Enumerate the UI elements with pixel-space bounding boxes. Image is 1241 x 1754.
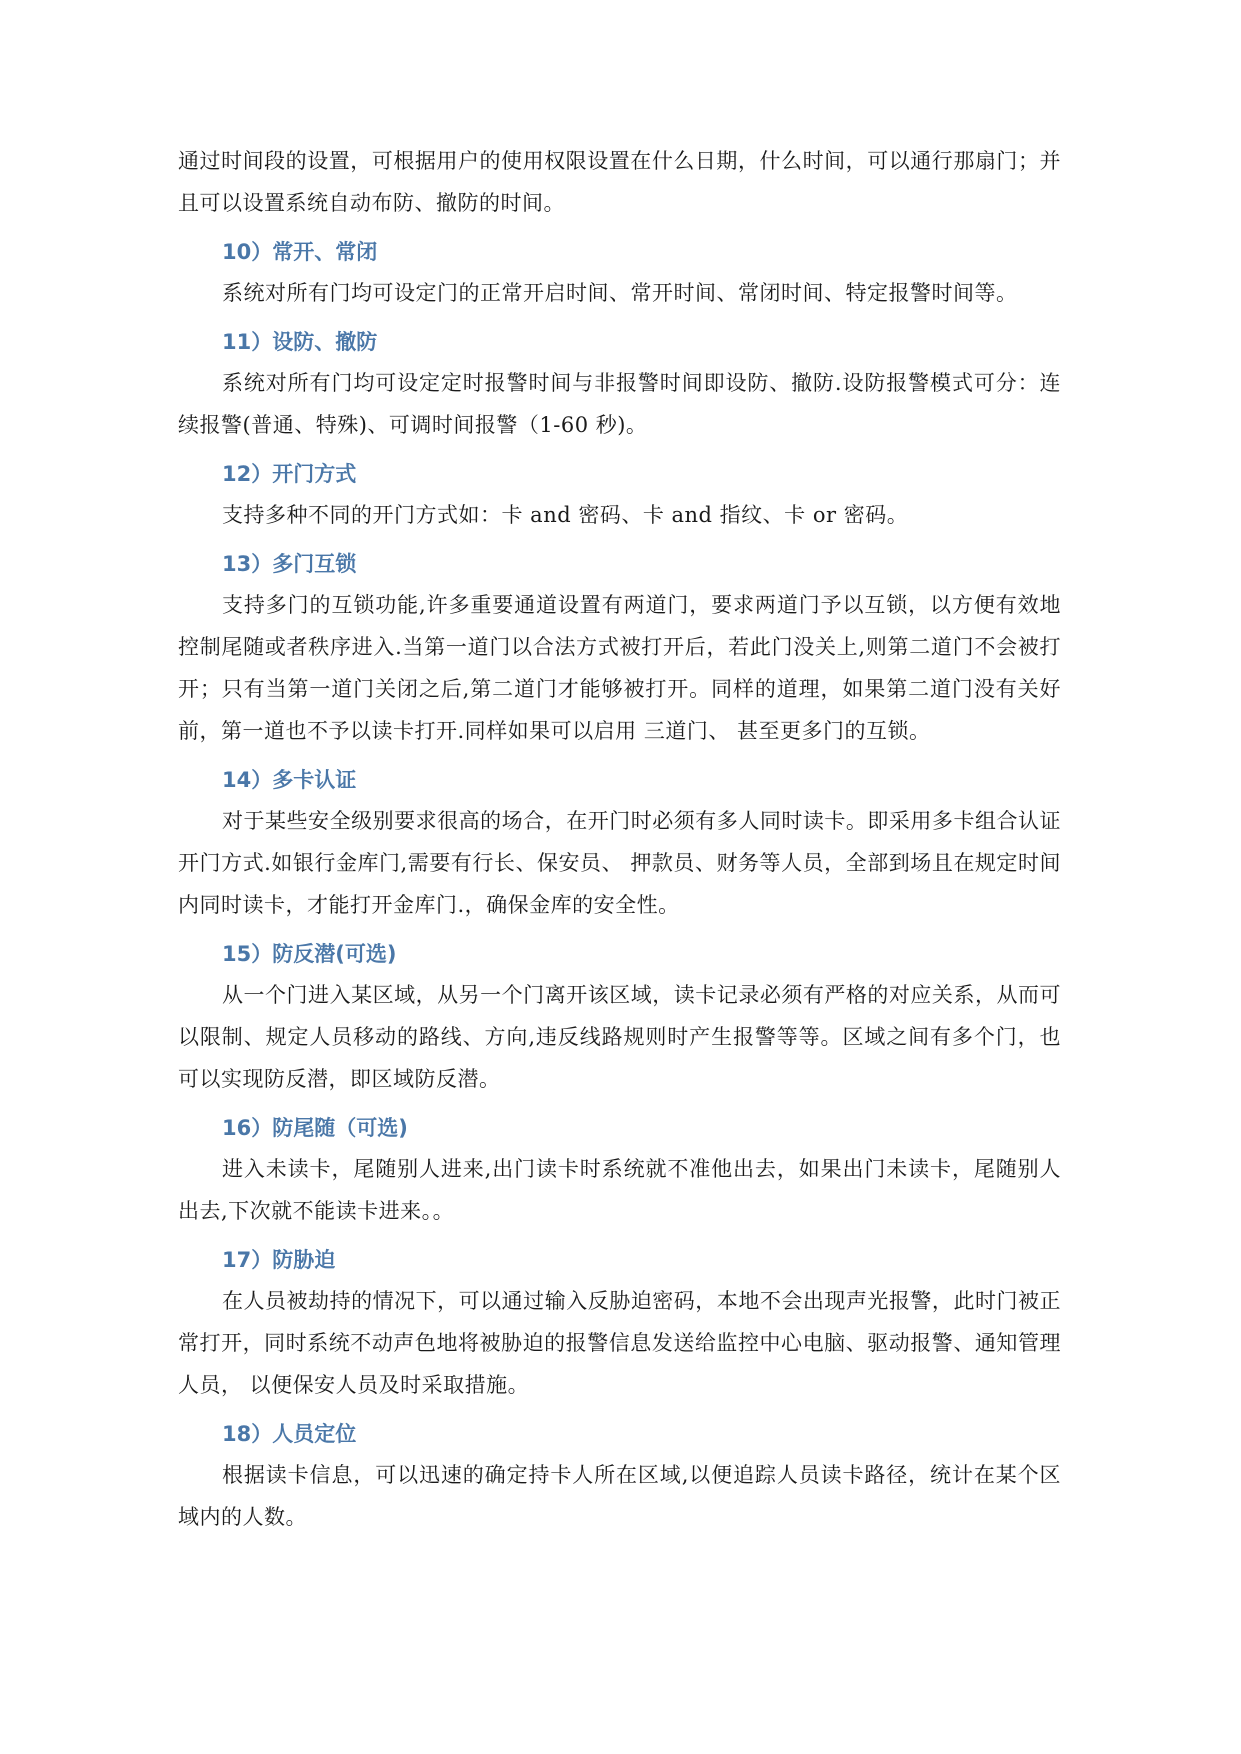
section-heading: 12）开门方式 <box>222 462 357 486</box>
section-heading: 17）防胁迫 <box>222 1248 336 1272</box>
section-heading: 15）防反潜(可选) <box>222 942 397 966</box>
section-18 <box>178 1414 1061 1538</box>
section-heading: 13）多门互锁 <box>222 552 357 576</box>
section-16 <box>178 1108 1061 1232</box>
intro-paragraph: 通过时间段的设置，可根据用户的使用权限设置在什么日期，什么时间，可以通行那扇门；并且可以设置系统自动布防、撤防的时间。 <box>178 149 1061 215</box>
section-body: 进入未读卡，尾随别人进来,出门读卡时系统就不准他出去，如果出门未读卡，尾随别人出去,下次就不能读卡进来。。 <box>178 1157 1061 1223</box>
section-13 <box>178 544 1061 752</box>
section-heading: 18）人员定位 <box>222 1422 357 1446</box>
section-heading: 16）防尾随（可选) <box>222 1116 408 1140</box>
section-body: 在人员被劫持的情况下，可以通过输入反胁迫密码，本地不会出现声光报警，此时门被正常打开，同时系统不动声色地将被胁迫的报警信息发送给监控中心电脑、驱动报警、通知管理人员， 以便保安人员及时采取措施。 <box>178 1289 1061 1397</box>
section-11 <box>178 322 1061 446</box>
section-body: 系统对所有门均可设定定时报警时间与非报警时间即设防、撤防.设防报警模式可分：连续报警(普通、特殊)、可调时间报警（1-60 秒)。 <box>178 371 1061 437</box>
section-12 <box>178 454 1061 536</box>
section-heading: 14）多卡认证 <box>222 768 357 792</box>
section-heading: 11）设防、撤防 <box>222 330 378 354</box>
section-heading: 10）常开、常闭 <box>222 240 378 264</box>
section-body: 对于某些安全级别要求很高的场合，在开门时必须有多人同时读卡。即采用多卡组合认证开门方式.如银行金库门,需要有行长、保安员、 押款员、财务等人员，全部到场且在规定时间内同时读卡，才能打开金库门.，确保金库的安全性。 <box>178 809 1061 917</box>
section-body: 系统对所有门均可设定门的正常开启时间、常开时间、常闭时间、特定报警时间等。 <box>222 281 1018 305</box>
section-body: 根据读卡信息，可以迅速的确定持卡人所在区域,以便追踪人员读卡路径，统计在某个区域内的人数。 <box>178 1463 1061 1529</box>
section-body: 支持多门的互锁功能,许多重要通道设置有两道门，要求两道门予以互锁，以方便有效地控制尾随或者秩序进入.当第一道门以合法方式被打开后，若此门没关上,则第二道门不会被打开；只有当第一道门关闭之后,第二道门才能够被打开。同样的道理，如果第二道门没有关好前，第一道也不予以读卡打开.同样如果可以启用 三道门、 甚至更多门的互锁。 <box>178 593 1061 743</box>
section-body: 从一个门进入某区域，从另一个门离开该区域，读卡记录必须有严格的对应关系，从而可以限制、规定人员移动的路线、方向,违反线路规则时产生报警等等。区域之间有多个门，也可以实现防反潜，即区域防反潜。 <box>178 983 1061 1091</box>
section-10 <box>178 232 1061 314</box>
section-body: 支持多种不同的开门方式如：卡 and 密码、卡 and 指纹、卡 or 密码。 <box>222 503 909 527</box>
section-14 <box>178 760 1061 926</box>
section-17 <box>178 1240 1061 1406</box>
section-15 <box>178 934 1061 1100</box>
